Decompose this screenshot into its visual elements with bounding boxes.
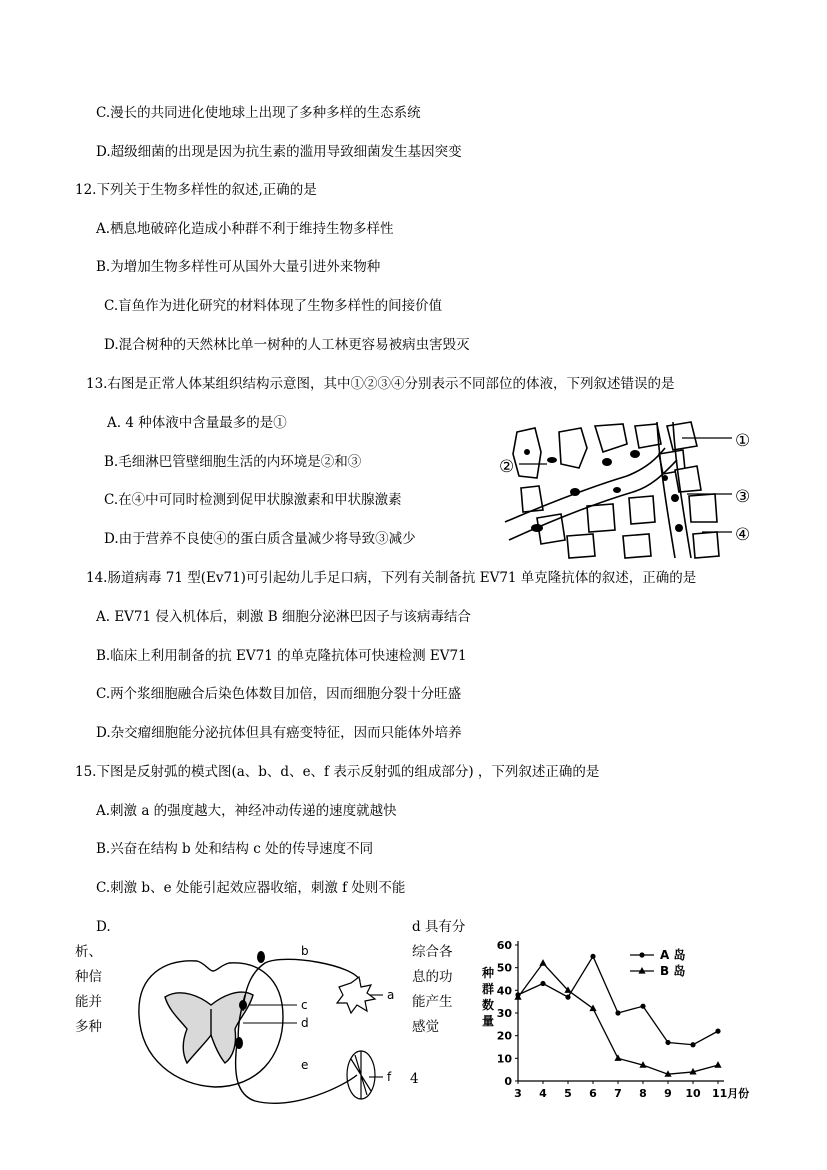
q15-option-d-label: D. xyxy=(96,919,111,935)
q15-option-d-fragment: 析、 xyxy=(75,944,102,960)
x-tick-label: 10 xyxy=(685,1087,701,1100)
label-f: f xyxy=(387,1070,392,1084)
neuron-body-d xyxy=(235,1037,243,1049)
y-tick-label: 50 xyxy=(496,961,512,975)
blood-cell xyxy=(547,457,557,463)
x-tick-label: 8 xyxy=(639,1087,647,1100)
data-point xyxy=(539,959,546,966)
y-tick-label: 40 xyxy=(496,984,512,998)
legend-label: A 岛 xyxy=(660,948,686,962)
q13-option-a: A. 4 种体液中含量最多的是① xyxy=(107,415,287,431)
q14-option-d: D.杂交瘤细胞能分泌抗体但具有癌变特征，因而只能体外培养 xyxy=(96,725,462,741)
q12-stem: 12.下列关于生物多样性的叙述,正确的是 xyxy=(75,182,317,198)
tissue-structure-figure xyxy=(497,418,777,563)
tissue-cell xyxy=(559,428,587,468)
muscle-fiber xyxy=(351,1051,371,1099)
label-1: ① xyxy=(735,431,751,451)
q15-option-b: B.兴奋在结构 b 处和结构 c 处的传导速度不同 xyxy=(96,841,374,857)
q15-option-d-fragment: d 具有分 xyxy=(412,919,466,935)
blood-cell xyxy=(662,475,668,481)
x-tick-label: 6 xyxy=(589,1087,597,1100)
data-point xyxy=(714,1061,721,1068)
q13-option-b: B.毛细淋巴管壁细胞生活的内环境是②和③ xyxy=(104,454,362,470)
legend-label: B 岛 xyxy=(660,964,686,978)
data-point xyxy=(565,995,570,1000)
label-e: e xyxy=(301,1058,309,1072)
q14-option-c: C.两个浆细胞融合后染色体数目加倍，因而细胞分裂十分旺盛 xyxy=(96,686,462,702)
y-tick-label: 0 xyxy=(504,1075,512,1088)
label-d: d xyxy=(301,1016,309,1030)
data-point xyxy=(715,1029,720,1034)
tissue-cell xyxy=(693,532,719,558)
q15-option-d-fragment: 能并 xyxy=(75,994,102,1010)
page-number: 4 xyxy=(410,1071,419,1087)
data-point xyxy=(590,954,595,959)
x-tick-label: 4 xyxy=(539,1087,547,1100)
q13-option-d: D.由于营养不良使④的蛋白质含量减少将导致③减少 xyxy=(104,531,416,547)
data-point xyxy=(589,1004,596,1011)
data-point xyxy=(690,1042,695,1047)
blood-cell xyxy=(675,524,683,532)
q15-option-d-fragment: 息的功 xyxy=(412,969,453,985)
receptor-a xyxy=(337,977,375,1013)
x-tick-label: 9 xyxy=(664,1087,672,1100)
legend-marker xyxy=(639,952,644,957)
q15-option-d-fragment: 能产生 xyxy=(412,994,453,1010)
q14-option-b: B.临床上利用制备的抗 EV71 的单克隆抗体可快速检测 EV71 xyxy=(96,648,467,664)
q13-stem: 13.右图是正常人体某组织结构示意图，其中①②③④分别表示不同部位的体液，下列叙述错误的是 xyxy=(86,376,675,392)
blood-cell xyxy=(630,450,640,458)
label-b: b xyxy=(301,944,309,958)
tissue-cell xyxy=(629,496,655,524)
series-line xyxy=(518,956,718,1044)
data-point xyxy=(614,1054,621,1061)
q12-option-a: A.栖息地破碎化造成小种群不利于维持生物多样性 xyxy=(96,221,394,237)
blood-cell xyxy=(602,458,612,466)
population-line-chart xyxy=(470,935,750,1105)
q11-option-d: D.超级细菌的出现是因为抗生素的滥用导致细菌发生基因突变 xyxy=(96,144,462,160)
tissue-cell xyxy=(587,504,615,532)
q11-option-c: C.漫长的共同进化使地球上出现了多种多样的生态系统 xyxy=(96,105,421,121)
q13-option-c: C.在④中可同时检测到促甲状腺激素和甲状腺激素 xyxy=(104,492,402,508)
y-tick-label: 20 xyxy=(496,1029,512,1043)
data-point xyxy=(665,1040,670,1045)
tissue-cell xyxy=(667,422,697,450)
efferent-nerve-e xyxy=(236,1043,357,1103)
q14-stem: 14.肠道病毒 71 型(Ev71)可引起幼儿手足口病，下列有关制备抗 EV71 单克隆抗体的叙述，正确的是 xyxy=(86,570,697,586)
x-tick-label: 11月份 xyxy=(712,1087,750,1100)
q12-option-c: C.盲鱼作为进化研究的材料体现了生物多样性的间接价值 xyxy=(104,298,443,314)
tissue-cell xyxy=(689,494,717,522)
q15-option-d-fragment: 种信 xyxy=(75,969,102,985)
q14-option-a: A. EV71 侵入机体后，刺激 B 细胞分泌淋巴因子与该病毒结合 xyxy=(96,609,471,625)
y-axis-label: 种群数量 xyxy=(482,966,495,1028)
blood-cell xyxy=(524,449,530,455)
legend-marker xyxy=(638,967,645,974)
q15-stem: 15.下图是反射弧的模式图(a、b、d、e、f 表示反射弧的组成部分) ，下列叙述正确的是 xyxy=(75,764,600,780)
tissue-cell xyxy=(595,424,627,452)
x-tick-label: 7 xyxy=(614,1087,622,1100)
q15-option-a: A.刺激 a 的强度越大，神经冲动传递的速度就越快 xyxy=(96,803,397,819)
y-tick-label: 10 xyxy=(496,1052,512,1066)
data-point xyxy=(615,1010,620,1015)
q15-option-d-fragment: 感觉 xyxy=(412,1019,439,1035)
blood-cell xyxy=(671,494,679,502)
blood-cell xyxy=(570,488,580,496)
data-point xyxy=(540,981,545,986)
reflex-arc-figure xyxy=(125,935,415,1115)
x-tick-label: 5 xyxy=(564,1087,572,1100)
y-tick-label: 60 xyxy=(496,939,512,952)
blood-cell xyxy=(613,487,621,493)
q15-option-d-fragment: 综合各 xyxy=(412,944,453,960)
q12-option-b: B.为增加生物多样性可从国外大量引进外来物种 xyxy=(96,259,381,275)
label-3: ③ xyxy=(735,487,751,507)
y-tick-label: 30 xyxy=(496,1007,512,1020)
tissue-cell xyxy=(623,534,651,558)
q12-option-d: D.混合树种的天然林比单一树种的人工林更容易被病虫害毁灭 xyxy=(104,337,470,353)
label-4: ④ xyxy=(735,525,751,545)
ganglion xyxy=(257,951,265,963)
label-2: ② xyxy=(499,457,515,477)
x-tick-label: 3 xyxy=(514,1087,522,1100)
blood-cell xyxy=(531,524,543,532)
q15-option-c: C.刺激 b、e 处能引起效应器收缩，刺激 f 处则不能 xyxy=(96,880,406,896)
q15-option-d-fragment: 多种 xyxy=(75,1019,102,1035)
label-c: c xyxy=(301,998,308,1012)
label-a: a xyxy=(387,988,395,1002)
tissue-cell xyxy=(567,534,595,558)
data-point xyxy=(640,1004,645,1009)
synapse-c xyxy=(239,1000,247,1010)
